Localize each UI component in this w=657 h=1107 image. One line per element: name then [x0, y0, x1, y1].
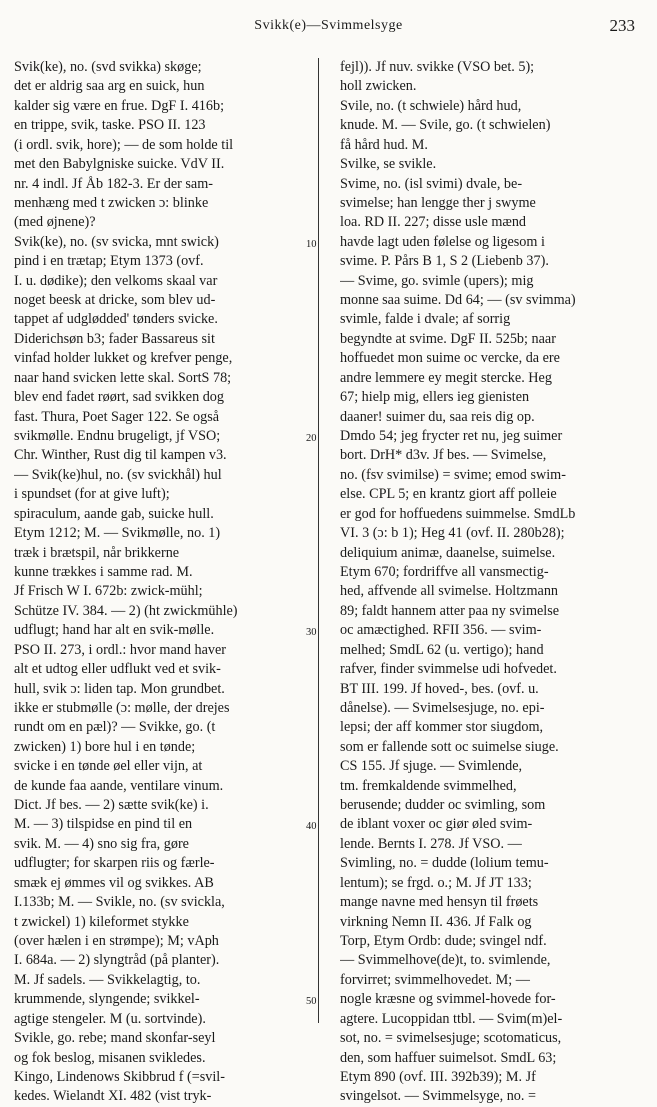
text-line: i spundset (for at give luft); — [14, 486, 170, 503]
text-line: det er aldrig saa arg en suick, hun — [14, 78, 205, 95]
text-line: havde lagt uden følelse og ligesom i — [340, 233, 545, 250]
text-line: fast. Thura, Poet Sager 122. Se også — [14, 408, 220, 425]
text-line: nr. 4 indl. Jf Åb 182-3. Er der sam- — [14, 175, 213, 192]
text-line: oc amæctighed. RFII 356. — svim- — [340, 622, 542, 639]
text-line: t zwickel) 1) kileformet stykke — [14, 913, 189, 930]
text-line: Kingo, Lindenows Skibbrud f (=svil- — [14, 1068, 225, 1085]
text-line: Svilke, se svikle. — [340, 156, 437, 173]
text-line: knude. M. — Svile, go. (t schwielen) — [340, 117, 551, 134]
text-line: (over hælen i en strømpe); M; vAph — [14, 932, 219, 949]
text-line: de kunde faa aande, ventilare vinum. — [14, 777, 224, 794]
text-line: agtere. Lucoppidan ttbl. — Svim(m)el- — [340, 1010, 563, 1027]
text-line: Svime, no. (isl svimi) dvale, be- — [340, 175, 523, 192]
text-line: som er fallende sott oc suimelse siuge. — [340, 738, 559, 755]
right-column — [340, 58, 642, 1107]
text-line: Etym 670; fordriffve all vansmectig- — [340, 563, 549, 580]
text-line: svik. M. — 4) sno sig fra, gøre — [14, 835, 189, 852]
text-line: andre lemmere ey megit stercke. Heg — [340, 369, 552, 386]
left-column — [14, 58, 303, 1107]
line-number-marker: 50 — [306, 996, 317, 1008]
text-line: Dmdo 54; jeg frycter ret nu, jeg suimer — [340, 428, 563, 445]
text-line: berusende; dudder oc svimling, som — [340, 797, 546, 814]
text-line: kunne trækkes i samme rad. M. — [14, 563, 193, 580]
text-line: bort. DrH* d3v. Jf bes. — Svimelse, — [340, 447, 547, 464]
text-line: Svik(ke), no. (svd svikka) skøge; — [14, 59, 202, 75]
text-line: VI. 3 (ɔ: b 1); Heg 41 (ovf. II. 280b28); — [340, 525, 565, 542]
text-line: — Svik(ke)hul, no. (sv svickhål) hul — [14, 466, 222, 483]
text-line: er god for hoffuedens suimmelse. SmdLb — [340, 505, 576, 522]
text-line: og fok beslog, misanen svikledes. — [14, 1049, 206, 1066]
text-line: Dict. Jf bes. — 2) sætte svik(ke) i. — [14, 797, 209, 814]
text-line: Diderichsøn b3; fader Bassareus sit — [14, 330, 215, 347]
text-line: svimle, falde i dvale; af sorrig — [340, 311, 511, 328]
page-number: 233 — [609, 16, 635, 35]
text-line: Svimling, no. = dudde (lolium temu- — [340, 855, 549, 872]
text-line: agtige stengeler. M (u. sortvinde). — [14, 1010, 206, 1027]
text-line: — Svimmelhove(de)t, to. svimlende, — [340, 952, 551, 969]
text-line: Schütze IV. 384. — 2) (ht zwickmühle) — [14, 602, 238, 619]
text-line: I. 684a. — 2) slyngtråd (på planter). — [14, 952, 220, 969]
text-line: Svikle, go. rebe; mand skonfar-seyl — [14, 1030, 216, 1047]
text-line: holl zwicken. — [340, 78, 417, 95]
text-line: Etym 1212; M. — Svikmølle, no. 1) — [14, 525, 221, 542]
text-line: fejl)). Jf nuv. svikke (VSO bet. 5); — [340, 59, 535, 75]
text-line: vinfad holder lukket og krefver penge, — [14, 350, 233, 367]
text-line: daaner! suimer du, saa reis dig op. — [340, 408, 535, 425]
text-line: svime. P. Pårs B 1, S 2 (Liebenb 37). — [340, 253, 549, 270]
text-line: svingelsot. — Svimmelsyge, no. = — [340, 1088, 536, 1105]
text-line: Svik(ke), no. (sv svicka, mnt swick) — [14, 233, 219, 250]
line-number-marker: 40 — [306, 821, 317, 833]
text-line: else. CPL 5; en krantz giort aff polleie — [340, 486, 557, 503]
text-line: en trippe, svik, taske. PSO II. 123 — [14, 117, 206, 134]
text-line: den, som haffuer suimelsot. SmdL 63; — [340, 1049, 557, 1066]
text-line: no. (fsv svimilse) = svime; emod swim- — [340, 466, 566, 483]
text-line: zwicken) 1) bore hul i en tønde; — [14, 738, 196, 755]
text-line: melhed; SmdL 62 (u. vertigo); hand — [340, 641, 544, 658]
text-line: M. — 3) tilspidse en pind til en — [14, 816, 193, 833]
text-line: Torp, Etym Ordb: dude; svingel ndf. — [340, 932, 547, 949]
text-line: hoffuedet mon suime oc vercke, da ere — [340, 350, 560, 367]
text-line: PSO II. 273, i ordl.: hvor mand haver — [14, 641, 226, 658]
text-line: forvirret; svimmelhovedet. M; — — [340, 971, 530, 988]
text-line: Etym 890 (ovf. III. 392b39); M. Jf — [340, 1068, 536, 1085]
text-line: 89; faldt hannem atter paa ny svimelse — [340, 602, 560, 619]
text-line: Chr. Winther, Rust dig til kampen v3. — [14, 447, 227, 464]
text-line: de iblant voxer oc giør øled svim- — [340, 816, 533, 833]
page-header — [0, 14, 657, 36]
line-number-marker: 10 — [306, 238, 317, 250]
text-line: dånelse). — Svimelsesjuge, no. epi- — [340, 699, 545, 716]
text-line: loa. RD II. 227; disse usle mænd — [340, 214, 527, 231]
running-title: Svikk(e)—Svimmelsyge — [254, 18, 403, 33]
text-line: udflugter; for skarpen riis og færle- — [14, 855, 215, 872]
text-line: deliquium animæ, daanelse, suimelse. — [340, 544, 556, 561]
text-line: I. u. dødike); den velkoms skaal var — [14, 272, 218, 289]
text-line: ikke er stubmølle (ɔ: mølle, der drejes — [14, 699, 230, 716]
text-line: svimelse; han lengge ther j swyme — [340, 194, 536, 211]
text-line: noget beesk at dricke, som blev ud- — [14, 292, 216, 309]
text-line: blev end fadet røørt, sad svikken dog — [14, 389, 224, 406]
text-line: udflugt; hand har alt en svik-mølle. — [14, 622, 215, 639]
text-line: menhæng med t zwicken ɔ: blinke — [14, 194, 209, 211]
text-line: naar hand svicken lette skal. SortS 78; — [14, 369, 232, 386]
line-number-marker: 30 — [306, 627, 317, 639]
text-line: 67; hielp mig, ellers ieg gienisten — [340, 389, 530, 406]
text-line: træk i brætspil, når brikkerne — [14, 544, 180, 561]
text-line: sot, no. = svimelsesjuge; scotomaticus, — [340, 1030, 562, 1047]
text-line: I.133b; M. — Svikle, no. (sv svickla, — [14, 894, 225, 911]
text-line: lende. Bernts I. 278. Jf VSO. — — [340, 835, 522, 852]
text-line: monne saa suime. Dd 64; — (sv svimma) — [340, 292, 576, 309]
text-line: svikmølle. Endnu brugeligt, jf VSO; — [14, 428, 221, 445]
text-line: svicke i en tønde øel eller vijn, at — [14, 758, 203, 775]
text-line: krummende, slyngende; svikkel- — [14, 991, 200, 1008]
text-line: spiraculum, aande gab, suicke hull. — [14, 505, 214, 522]
line-number-marker: 20 — [306, 432, 317, 444]
text-line: kalder sig være en frue. DgF I. 416b; — [14, 97, 225, 114]
text-line: hull, svik ɔ: liden tap. Mon grundbet. — [14, 680, 225, 697]
text-line: virkning Nemn II. 436. Jf Falk og — [340, 913, 532, 930]
text-line: nogle kræsne og svimmel-hovede for- — [340, 991, 556, 1008]
text-line: Jf Frisch W I. 672b: zwick-mühl; — [14, 583, 203, 600]
text-line: (med øjnene)? — [14, 214, 96, 231]
column-divider — [318, 58, 319, 1023]
text-line: alt et udtog eller udflukt ved et svik- — [14, 661, 221, 678]
text-line: smæk ej ømmes vil og svikkes. AB — [14, 874, 214, 891]
text-line: begyndte at svime. DgF II. 525b; naar — [340, 330, 556, 347]
text-line: (i ordl. svik, hore); — de som holde til — [14, 136, 234, 153]
text-line: pind i en trætap; Etym 1373 (ovf. — [14, 253, 204, 270]
text-line: kedes. Wielandt XI. 482 (vist tryk- — [14, 1088, 212, 1105]
text-line: mange navne med hensyn til frøets — [340, 894, 539, 911]
text-line: — Svime, go. svimle (upers); mig — [340, 272, 534, 289]
text-line: rafver, finder svimmelse udi hofvedet. — [340, 661, 557, 678]
text-line: lentum); se frgd. o.; M. Jf JT 133; — [340, 874, 532, 891]
text-line: tappet af udglødded' tønders svicke. — [14, 311, 218, 328]
text-line: hed, affvende all svimelse. Holtzmann — [340, 583, 559, 600]
text-line: CS 155. Jf sjuge. — Svimlende, — [340, 758, 523, 775]
text-line: Svile, no. (t schwiele) hård hud, — [340, 97, 522, 114]
text-line: lepsi; der aff kommer stor siugdom, — [340, 719, 544, 736]
text-line: tm. fremkaldende svimmelhed, — [340, 777, 517, 794]
text-line: få hård hud. M. — [340, 136, 428, 153]
text-line: BT III. 199. Jf hoved-, bes. (ovf. u. — [340, 680, 539, 697]
text-line: met den Babylgniske suicke. VdV II. — [14, 156, 225, 173]
text-line: rundt om en pæl)? — Svikke, go. (t — [14, 719, 216, 736]
text-line: M. Jf sadels. — Svikkelagtig, to. — [14, 971, 201, 988]
